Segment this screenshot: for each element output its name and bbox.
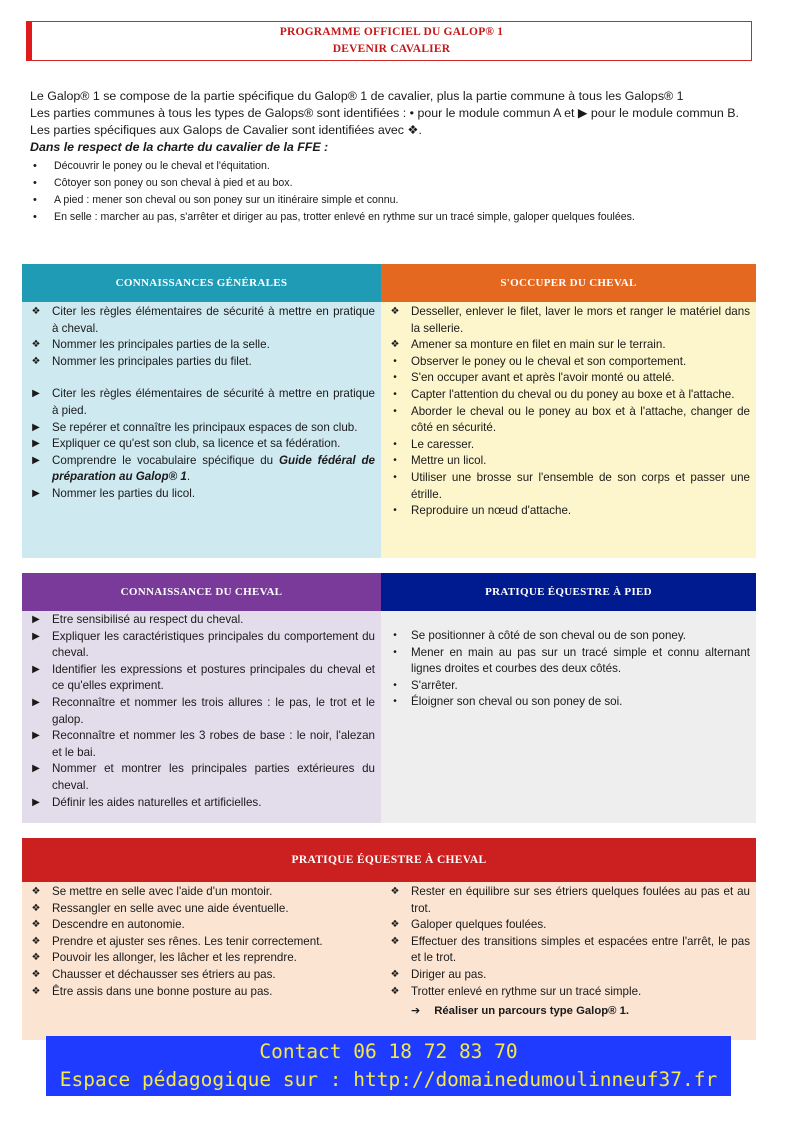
foot-list — [381, 628, 756, 711]
list-item — [381, 967, 756, 984]
dot-bullet-icon: • — [393, 696, 397, 708]
list-item — [22, 984, 381, 1001]
item-text: Utiliser une brosse sur l'ensemble de son corps et passer une étrille. — [411, 470, 750, 501]
diamond-bullet-icon: ❖ — [31, 339, 41, 351]
item-text: Se mettre en selle avec l'aide d'un montoir. — [52, 885, 273, 898]
riding-heading: PRATIQUE ÉQUESTRE À CHEVAL — [22, 838, 756, 882]
triangle-bullet-icon: ▶ — [32, 763, 40, 775]
triangle-bullet-icon: ▶ — [32, 730, 40, 742]
list-item — [381, 884, 756, 917]
programme-title-box — [26, 21, 752, 61]
triangle-bullet-icon: ▶ — [32, 438, 40, 450]
item-text: Identifier les expressions et postures principales du cheval et ce qu'elles expriment. — [52, 662, 375, 693]
riding-left-column — [22, 884, 381, 1000]
list-item — [22, 612, 381, 629]
list-item — [381, 304, 756, 337]
item-text: Le caresser. — [411, 437, 475, 451]
charter-item: • A pied : mener son cheval ou son poney sur un itinéraire simple et connu. — [30, 192, 760, 209]
dot-bullet-icon: • — [393, 355, 397, 367]
list-item — [381, 387, 756, 404]
list-item — [381, 678, 756, 695]
diamond-bullet-icon: ❖ — [31, 355, 41, 367]
item-text: Se repérer et connaître les principaux espaces de son club. — [52, 420, 358, 434]
item-text: Nommer les principales parties de la selle. — [52, 338, 270, 352]
charter-item: • Côtoyer son poney ou son cheval à pied et au box. — [30, 175, 760, 192]
diamond-bullet-icon: ❖ — [390, 339, 400, 351]
item-text: Expliquer ce qu'est son club, sa licence et sa fédération. — [52, 437, 341, 451]
list-item — [22, 917, 381, 934]
charter-item: • En selle : marcher au pas, s'arrêter et diriger au pas, trotter enlevé en rythme sur un tracé simple, galoper quelques foulées. — [30, 209, 760, 226]
diamond-bullet-icon: ❖ — [390, 968, 400, 980]
list-item — [22, 386, 381, 419]
dot-bullet-icon: • — [393, 405, 397, 417]
item-text: Citer les règles élémentaires de sécurité à mettre en pratique à cheval. — [52, 305, 375, 335]
dot-bullet-icon: • — [393, 438, 397, 450]
list-item — [381, 437, 756, 454]
item-text: Définir les aides naturelles et artificielles. — [52, 795, 262, 809]
item-text: Trotter enlevé en rythme sur un tracé simple. — [411, 984, 642, 998]
item-text: Desseller, enlever le filet, laver le mors et ranger le matériel dans la sellerie. — [411, 305, 750, 335]
item-text: Expliquer les caractéristiques principales du comportement du cheval. — [52, 629, 375, 660]
item-text-end: . — [186, 470, 191, 484]
list-item — [381, 470, 756, 503]
programme-subtitle: DEVENIR CAVALIER — [332, 43, 451, 55]
intro-section — [30, 88, 760, 226]
list-item — [22, 884, 381, 901]
knowledge-list — [22, 612, 381, 811]
dot-bullet-icon: • — [393, 646, 397, 658]
diamond-bullet-icon: ❖ — [31, 952, 41, 964]
list-item — [381, 503, 756, 520]
care-panel — [381, 302, 756, 558]
list-item — [22, 934, 381, 951]
list-item — [22, 967, 381, 984]
arrow-icon: ➔ — [411, 1005, 421, 1018]
list-item — [381, 984, 756, 1001]
item-emphasis: Guide fédéral de préparation au Galop® 1 — [52, 453, 376, 484]
riding-left-list — [22, 884, 381, 1000]
item-text: Effectuer des transitions simples et espacées entre l'arrêt, le pas et le trot. — [411, 934, 750, 965]
list-item — [22, 337, 381, 354]
general-panel — [22, 302, 381, 558]
list-item — [381, 934, 756, 967]
item-text: Éloigner son cheval ou son poney de soi. — [411, 695, 623, 709]
item-text: Rester en équilibre sur ses étriers quelques foulées au pas et au trot. — [411, 885, 750, 915]
item-text: Etre sensibilisé au respect du cheval. — [52, 613, 244, 626]
item-text: Citer les règles élémentaires de sécurité à mettre en pratique à pied. — [52, 387, 375, 417]
item-text: Ressangler en selle avec une aide éventuelle. — [52, 901, 289, 915]
list-item — [22, 728, 381, 761]
item-text: Chausser et déchausser ses étriers au pas. — [52, 967, 276, 981]
general-list — [22, 304, 381, 503]
contact-banner — [46, 1036, 731, 1096]
item-text: S'arrêter. — [411, 678, 458, 692]
riding-note — [381, 1004, 756, 1017]
item-text: Reconnaître et nommer les 3 robes de base : le noir, l'alezan et le bai. — [52, 729, 375, 759]
charter-list — [30, 158, 760, 226]
item-text: Nommer les principales parties du filet. — [52, 354, 252, 368]
care-heading: S'OCCUPER DU CHEVAL — [381, 264, 756, 302]
triangle-bullet-icon: ▶ — [32, 796, 40, 808]
riding-panel — [22, 882, 756, 1040]
list-item — [22, 304, 381, 337]
list-item — [381, 628, 756, 645]
list-item — [381, 337, 756, 354]
item-text: Aborder le cheval ou le poney au box et à l'attache, changer de côté en sécurité. — [411, 404, 750, 435]
list-item — [22, 486, 381, 503]
list-item — [22, 695, 381, 728]
list-item — [22, 453, 381, 486]
item-text: Nommer et montrer les principales parties extérieures du cheval. — [52, 762, 375, 792]
item-text: Amener sa monture en filet en main sur le terrain. — [411, 338, 666, 352]
triangle-bullet-icon: ▶ — [32, 487, 40, 499]
list-item — [381, 694, 756, 711]
contact-phone: Contact 06 18 72 83 70 — [259, 1040, 518, 1063]
item-text: Se positionner à côté de son cheval ou de son poney. — [411, 629, 687, 642]
riding-note-text: Réaliser un parcours type Galop® 1. — [434, 1005, 630, 1018]
diamond-bullet-icon: ❖ — [31, 902, 41, 914]
list-item — [22, 436, 381, 453]
item-text: Descendre en autonomie. — [52, 918, 185, 932]
list-item — [22, 761, 381, 794]
diamond-bullet-icon: ❖ — [31, 306, 41, 317]
list-item — [381, 453, 756, 470]
dot-bullet-icon: • — [393, 388, 397, 400]
item-text: Comprendre le vocabulaire spécifique du — [52, 453, 279, 467]
list-item — [381, 917, 756, 934]
dot-bullet-icon: • — [393, 630, 397, 641]
item-text: Pouvoir les allonger, les lâcher et les reprendre. — [52, 951, 297, 965]
riding-right-list — [381, 884, 756, 1000]
item-text: Capter l'attention du cheval ou du poney au boxe et à l'attache. — [411, 387, 735, 401]
triangle-bullet-icon: ▶ — [32, 630, 40, 642]
list-item — [22, 420, 381, 437]
list-item — [381, 370, 756, 387]
list-item — [381, 645, 756, 678]
dot-bullet-icon: • — [393, 455, 397, 467]
knowledge-panel — [22, 611, 381, 823]
list-item — [22, 950, 381, 967]
triangle-bullet-icon: ▶ — [32, 454, 40, 466]
list-item — [22, 354, 381, 371]
foot-panel — [381, 611, 756, 823]
list-item — [22, 662, 381, 695]
item-text: Prendre et ajuster ses rênes. Les tenir correctement. — [52, 934, 323, 948]
charter-item: • Découvrir le poney ou le cheval et l'équitation. — [30, 158, 760, 175]
riding-right-column — [381, 884, 756, 1017]
diamond-bullet-icon: ❖ — [390, 935, 400, 947]
general-heading: CONNAISSANCES GÉNÉRALES — [22, 264, 381, 302]
diamond-bullet-icon: ❖ — [390, 919, 400, 931]
triangle-bullet-icon: ▶ — [32, 696, 40, 708]
item-text: Être assis dans une bonne posture au pas. — [52, 984, 273, 998]
item-text: S'en occuper avant et après l'avoir monté ou attelé. — [411, 371, 675, 385]
triangle-bullet-icon: ▶ — [32, 421, 40, 433]
diamond-bullet-icon: ❖ — [31, 886, 41, 897]
diamond-bullet-icon: ❖ — [31, 985, 41, 997]
list-item — [381, 354, 756, 371]
list-item — [381, 404, 756, 437]
item-text: Mener en main au pas sur un tracé simple et connu alternant lignes droites et courbes des deux côtés. — [411, 645, 750, 676]
foot-heading: PRATIQUE ÉQUESTRE À PIED — [381, 573, 756, 611]
triangle-bullet-icon: ▶ — [32, 663, 40, 675]
intro-line-3: Les parties spécifiques aux Galops de Cavalier sont identifiées avec ❖. — [30, 123, 422, 137]
item-text: Nommer les parties du licol. — [52, 486, 196, 500]
diamond-bullet-icon: ❖ — [390, 306, 400, 317]
intro-line-2: Les parties communes à tous les types de Galops® sont identifiées : • pour le module commun A et ▶ pour le module commun B. — [30, 106, 739, 120]
list-item — [22, 901, 381, 918]
item-text: Observer le poney ou le cheval et son comportement. — [411, 354, 687, 368]
charter-heading: Dans le respect de la charte du cavalier de la FFE : — [30, 140, 329, 154]
programme-title: PROGRAMME OFFICIEL DU GALOP® 1 — [279, 26, 504, 38]
list-item — [22, 629, 381, 662]
contact-website: Espace pédagogique sur : http://domainedumoulinneuf37.fr — [59, 1068, 718, 1091]
item-text: Mettre un licol. — [411, 454, 487, 468]
knowledge-heading: CONNAISSANCE DU CHEVAL — [22, 573, 381, 611]
care-list — [381, 304, 756, 520]
item-text: Diriger au pas. — [411, 967, 487, 981]
triangle-bullet-icon: ▶ — [32, 614, 40, 625]
diamond-bullet-icon: ❖ — [31, 919, 41, 931]
diamond-bullet-icon: ❖ — [31, 968, 41, 980]
dot-bullet-icon: • — [393, 679, 397, 691]
diamond-bullet-icon: ❖ — [390, 886, 400, 897]
intro-line-1: Le Galop® 1 se compose de la partie spécifique du Galop® 1 de cavalier, plus la partie commune à tous les Galops® 1 — [30, 89, 684, 103]
item-text: Galoper quelques foulées. — [411, 918, 547, 932]
list-item — [22, 795, 381, 812]
dot-bullet-icon: • — [393, 372, 397, 384]
triangle-bullet-icon: ▶ — [32, 388, 40, 400]
diamond-bullet-icon: ❖ — [390, 985, 400, 997]
dot-bullet-icon: • — [393, 505, 397, 517]
item-text: Reconnaître et nommer les trois allures : le pas, le trot et le galop. — [52, 695, 375, 726]
dot-bullet-icon: • — [393, 471, 397, 483]
item-text: Reproduire un nœud d'attache. — [411, 504, 572, 518]
diamond-bullet-icon: ❖ — [31, 935, 41, 947]
